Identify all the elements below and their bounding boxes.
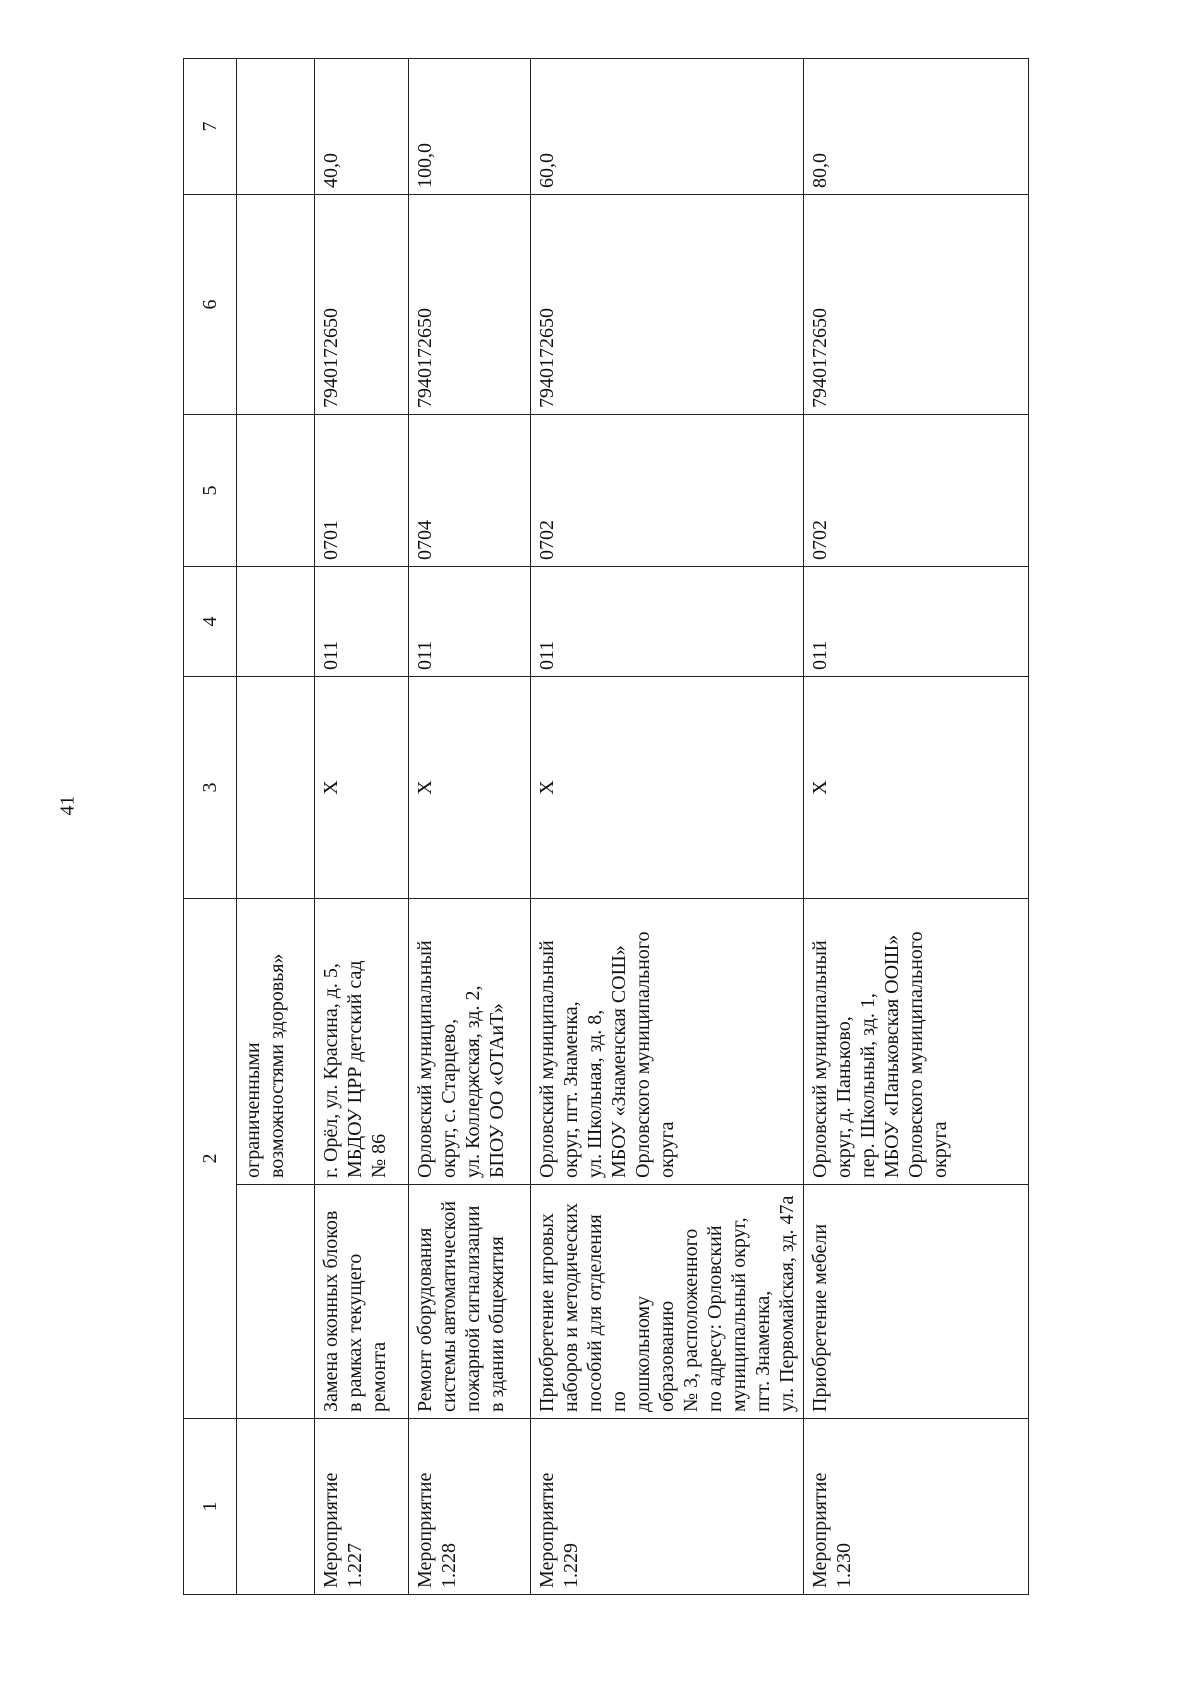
measure-address: Орловский муниципальный округ, с. Старцево, ул. Колледжская, зд. 2, БПОУ ОО «ОТАиТ» xyxy=(409,899,531,1185)
measure-col3: X xyxy=(804,677,1029,899)
table-row xyxy=(804,59,1029,1595)
measure-col3: X xyxy=(315,677,409,899)
measure-col5: 0702 xyxy=(531,415,804,567)
measure-col4: 011 xyxy=(804,567,1029,677)
measure-col4: 011 xyxy=(315,567,409,677)
measure-col5: 0702 xyxy=(804,415,1029,567)
measure-name: Приобретение игровых наборов и методических пособий для отделения по дошкольному образованию № 3, расположенного по адресу: Орловский муниципальный округ, пгт. Знаменка, ул. Первомайская, зд. 47а xyxy=(531,1185,804,1419)
measure-name: Ремонт оборудования системы автоматической пожарной сигнализации в здании общежития xyxy=(409,1185,531,1419)
measure-col6: 7940172650 xyxy=(315,195,409,415)
measure-col4: 011 xyxy=(531,567,804,677)
table-row xyxy=(409,59,531,1595)
header-col-7: 7 xyxy=(184,59,237,195)
measure-col7: 80,0 xyxy=(804,59,1029,195)
measure-name: Замена оконных блоков в рамках текущего ремонта xyxy=(315,1185,409,1419)
measure-col6: 7940172650 xyxy=(804,195,1029,415)
header-col-4: 4 xyxy=(184,567,237,677)
measure-address: Орловский муниципальный округ, д. Паньково, пер. Школьный, зд. 1, МБОУ «Паньковская ООШ» Орловского муниципального округа xyxy=(804,899,1029,1185)
measure-col6: 7940172650 xyxy=(531,195,804,415)
continuation-row xyxy=(237,59,315,1595)
measure-id: Мероприятие 1.227 xyxy=(315,1419,409,1595)
continuation-text: ограниченными возможностями здоровья» xyxy=(237,899,315,1185)
header-col-1: 1 xyxy=(184,1419,237,1595)
rotated-table-wrapper xyxy=(183,59,1018,1595)
measure-address: г. Орёл, ул. Красина, д. 5, МБДОУ ЦРР детский сад № 86 xyxy=(315,899,409,1185)
measure-id: Мероприятие 1.230 xyxy=(804,1419,1029,1595)
measure-address: Орловский муниципальный округ, пгт. Знаменка, ул. Школьная, зд. 8, МБОУ «Знаменская СОШ» Орловского муниципального округа xyxy=(531,899,804,1185)
measure-col4: 011 xyxy=(409,567,531,677)
header-col-5: 5 xyxy=(184,415,237,567)
header-col-6: 6 xyxy=(184,195,237,415)
measure-col5: 0704 xyxy=(409,415,531,567)
measure-name: Приобретение мебели xyxy=(804,1185,1029,1419)
measure-col7: 40,0 xyxy=(315,59,409,195)
measure-id: Мероприятие 1.229 xyxy=(531,1419,804,1595)
measure-id: Мероприятие 1.228 xyxy=(409,1419,531,1595)
table-row xyxy=(531,59,804,1595)
header-col-3: 3 xyxy=(184,677,237,899)
measure-col5: 0701 xyxy=(315,415,409,567)
measure-col7: 100,0 xyxy=(409,59,531,195)
measure-col3: X xyxy=(409,677,531,899)
measure-col7: 60,0 xyxy=(531,59,804,195)
page-number: 41 xyxy=(56,795,79,816)
measure-col3: X xyxy=(531,677,804,899)
header-col-2: 2 xyxy=(184,899,237,1419)
header-row xyxy=(184,59,237,1595)
measure-col6: 7940172650 xyxy=(409,195,531,415)
table-row xyxy=(315,59,409,1595)
measures-table xyxy=(183,58,1029,1595)
